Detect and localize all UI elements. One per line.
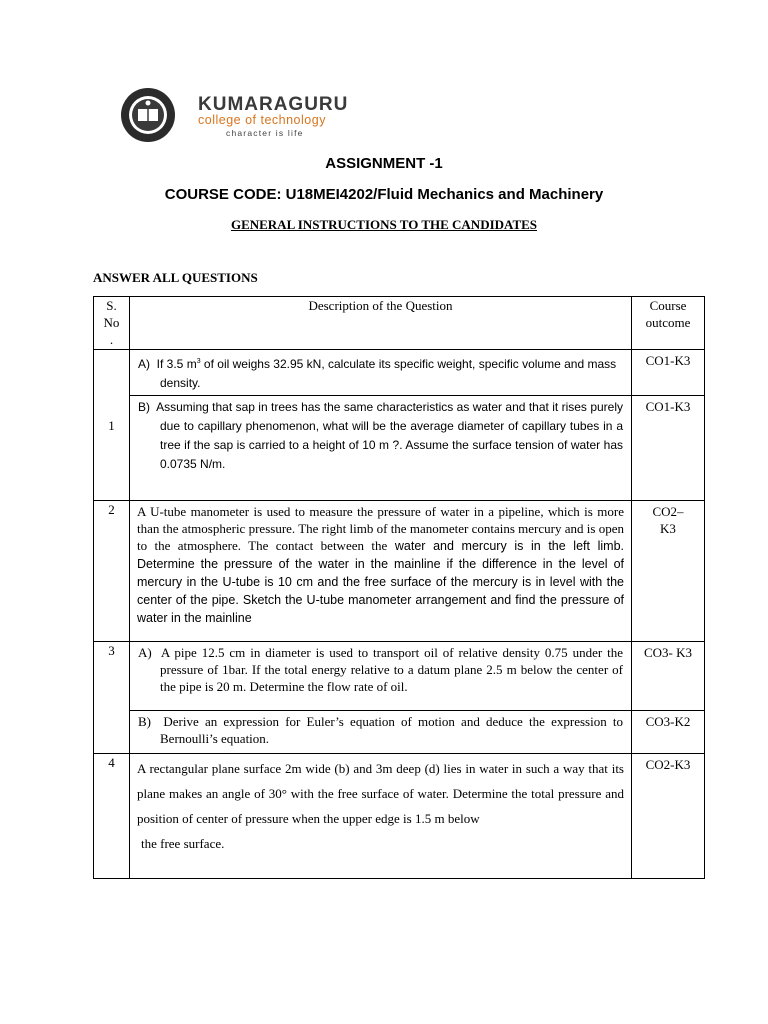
q2-outcome-line2: K3: [660, 521, 676, 536]
q1b-body: Assuming that sap in trees has the same characteristics as water and that it rises purely due to capillary phenomenon, what will be the average diameter of capillary tubes in a tree if the sap is carried to a height of 10 m ?. Assume the surface tension of water has 0.0735 N/m.: [156, 400, 623, 471]
assignment-title: ASSIGNMENT -1: [325, 155, 443, 172]
q2-text: [130, 501, 632, 642]
header-sno-line3: .: [109, 332, 114, 347]
q4-text: [130, 754, 632, 879]
header-outcome-line1: Course: [649, 298, 687, 313]
general-instructions-heading: GENERAL INSTRUCTIONS TO THE CANDIDATES: [230, 217, 538, 232]
q1a-text: [130, 350, 632, 396]
q3a-label: A): [138, 645, 152, 660]
table-row: [94, 396, 705, 501]
q3b-label: B): [138, 714, 151, 729]
q2-outcome-line1: CO2–: [652, 504, 684, 519]
q1-sno: 1: [94, 350, 130, 501]
q1a-text-part2: of oil weighs 32.95 kN, calculate its specific weight, specific volume and mass density.: [160, 357, 617, 390]
q3b-text: [130, 711, 632, 754]
header-description: Description of the Question: [130, 297, 632, 350]
table-row: [94, 711, 705, 754]
logo-name: KUMARAGURU: [198, 94, 349, 115]
q3a-outcome: CO3- K3: [632, 642, 705, 711]
table-row: [94, 501, 705, 642]
header-sno: [94, 297, 130, 350]
q2-text-serif: A U-tube manometer is used to measure the pressure of water in a pipeline, which is more than the atmospheric pressure. The right limb of the manometer contains mercury and is open to the atmosphere. The contact between the: [137, 504, 624, 553]
q1a-outcome: CO1-K3: [632, 350, 705, 396]
q1b-label: B): [138, 400, 150, 414]
q2-outcome: [632, 501, 705, 642]
answer-all-heading: ANSWER ALL QUESTIONS: [93, 270, 258, 285]
college-logo: [118, 86, 393, 144]
logo-subtitle: college of technology: [198, 113, 326, 127]
q2-sno: 2: [94, 501, 130, 642]
q4-sno: 4: [94, 754, 130, 879]
q4-body: A rectangular plane surface 2m wide (b) and 3m deep (d) lies in water in such a way that its plane makes an angle of 30° with the free surface of water. Determine the total pressure and position of center of pressure when the upper edge is 1.5 m below: [137, 761, 624, 826]
q3a-body: A pipe 12.5 cm in diameter is used to transport oil of relative density 0.75 under the pressure of 1bar. If the total energy relative to a datum plane 2.5 m below the center of the pipe is 20 m. Determine the flow rate of oil.: [160, 645, 623, 694]
q1a-text-part1: If 3.5 m: [156, 357, 197, 371]
header-outcome: [632, 297, 705, 350]
q1b-outcome: CO1-K3: [632, 396, 705, 501]
q3-sno: 3: [94, 642, 130, 754]
table-header-row: [94, 297, 705, 350]
q1a-superscript: 3: [196, 358, 201, 365]
q3b-outcome: CO3-K2: [632, 711, 705, 754]
q3a-text: [130, 642, 632, 711]
q2-text-sans: water and mercury is in the left limb. Determine the pressure of the water in the mainline if the difference in the level of mercury in the U-tube is 10 cm and the free surface of the mercury is in level with the center of the pipe. Sketch the U-tube manometer arrangement and find the pressure of water in the mainline: [137, 539, 624, 625]
college-emblem-icon: [118, 86, 190, 144]
q4-outcome: CO2-K3: [632, 754, 705, 879]
questions-table: [93, 296, 705, 879]
table-row: [94, 350, 705, 396]
table-row: [94, 642, 705, 711]
header-outcome-line2: outcome: [645, 315, 691, 330]
course-code: COURSE CODE: U18MEI4202/Fluid Mechanics and Machinery: [164, 186, 604, 203]
header-sno-line2: No: [103, 315, 120, 330]
q3b-body: Derive an expression for Euler’s equation of motion and deduce the expression to Bernoulli’s equation.: [160, 714, 623, 746]
header-sno-line1: S.: [106, 298, 117, 313]
table-row: [94, 754, 705, 879]
q4-body-continued: the free surface.: [141, 836, 225, 851]
q1a-label: A): [138, 357, 150, 371]
logo-tagline: character is life: [226, 128, 304, 138]
q1b-text: [130, 396, 632, 501]
